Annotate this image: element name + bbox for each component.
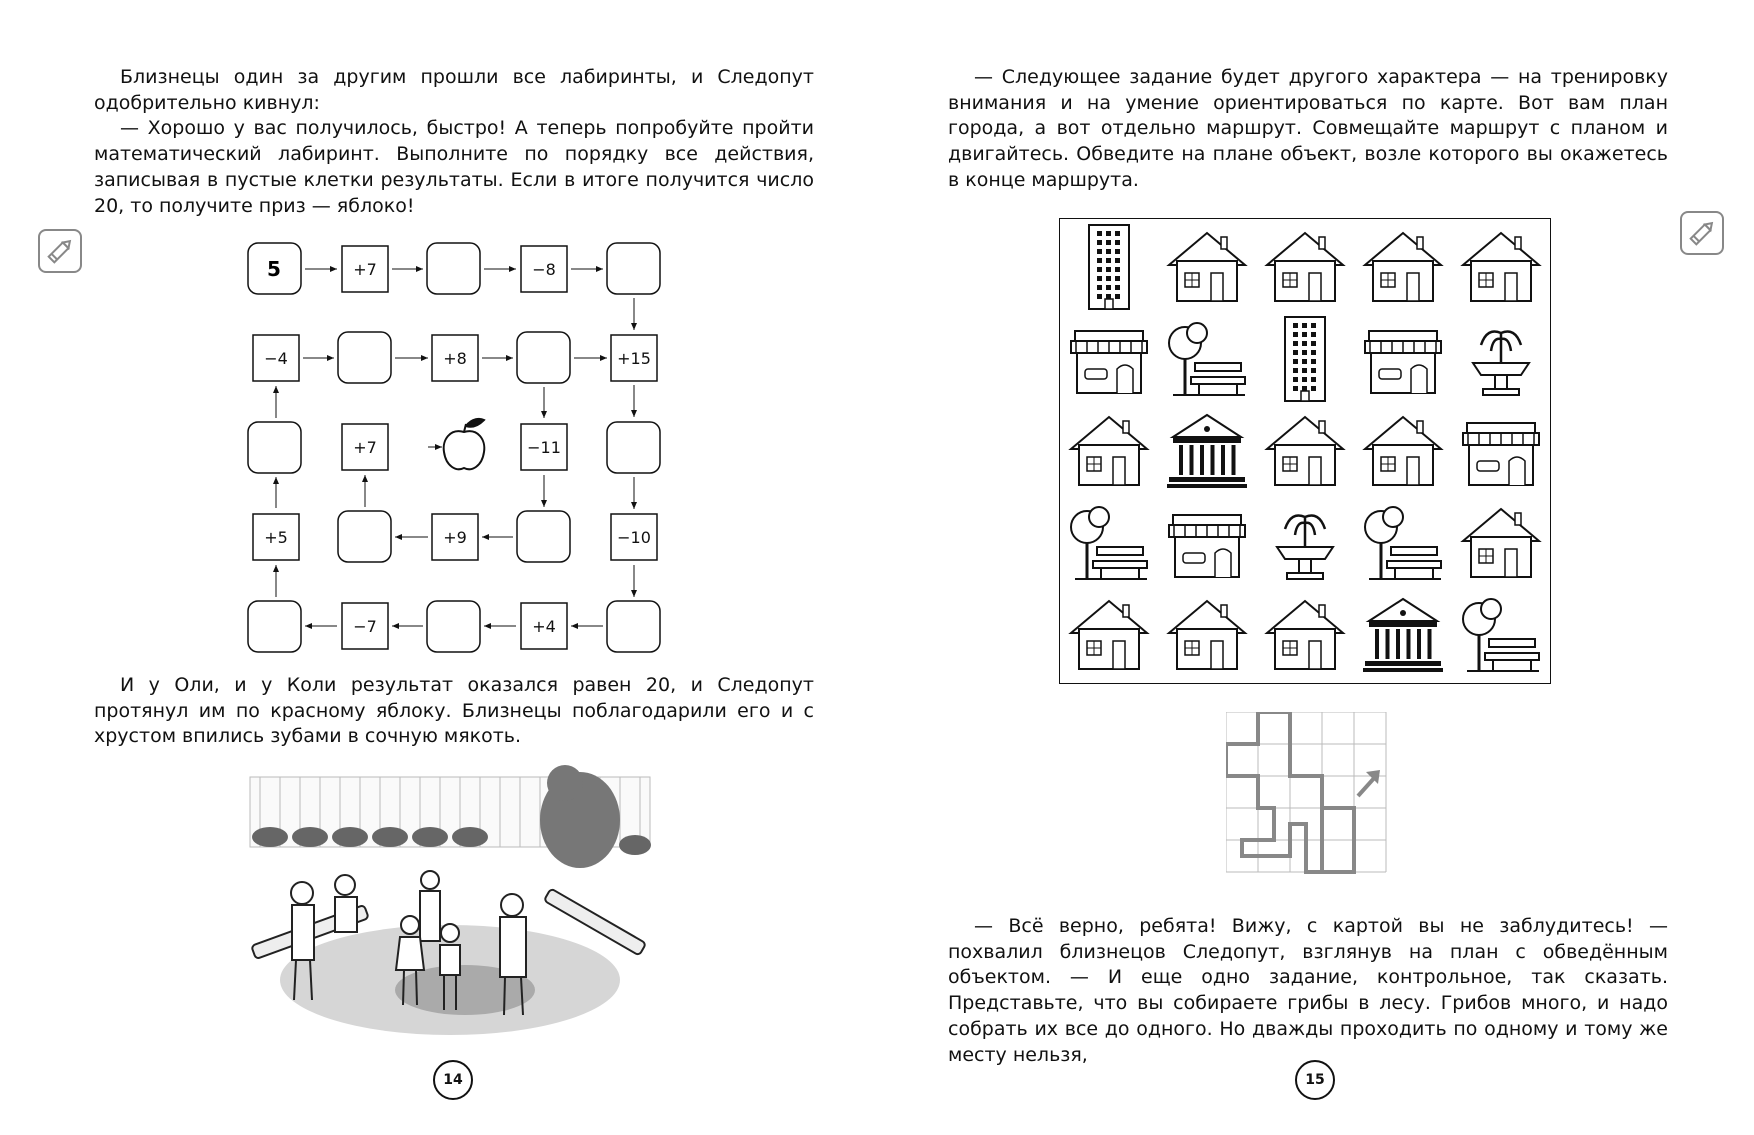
maze-answer-cell[interactable]	[338, 332, 391, 383]
maze-answer-cell[interactable]	[338, 511, 391, 562]
map-fountain-icon[interactable]	[1277, 516, 1333, 580]
map-shop-icon[interactable]	[1169, 515, 1245, 577]
map-house-icon[interactable]	[1071, 601, 1147, 669]
map-house-icon[interactable]	[1365, 417, 1441, 485]
map-bank-icon[interactable]	[1363, 599, 1443, 672]
map-fountain-icon[interactable]	[1473, 332, 1529, 396]
maze-op-label: +15	[617, 349, 651, 368]
maze-op-label: −10	[617, 528, 651, 547]
maze-answer-cell[interactable]	[517, 511, 570, 562]
map-park-icon[interactable]	[1463, 599, 1539, 671]
maze-op-label: +7	[353, 260, 377, 279]
right-paragraph-block-2	[948, 914, 1668, 1068]
left-paragraph-block-2	[94, 673, 814, 750]
maze-op-label: +8	[443, 349, 467, 368]
map-house-icon[interactable]	[1267, 233, 1343, 301]
pencil-icon	[1682, 213, 1722, 253]
map-house-icon[interactable]	[1365, 233, 1441, 301]
maze-answer-cell[interactable]	[607, 601, 660, 652]
maze-op-label: +4	[532, 617, 556, 636]
map-tower-icon[interactable]	[1089, 225, 1129, 309]
maze-op-label: +9	[443, 528, 467, 547]
map-park-icon[interactable]	[1169, 323, 1245, 395]
map-park-icon[interactable]	[1071, 507, 1147, 579]
map-shop-icon[interactable]	[1463, 423, 1539, 485]
maze-op-label: +7	[353, 438, 377, 457]
maze-op-label: −4	[264, 349, 288, 368]
map-house-icon[interactable]	[1071, 417, 1147, 485]
page-number-right: 15	[1295, 1060, 1335, 1100]
map-house-icon[interactable]	[1463, 233, 1539, 301]
maze-answer-cell[interactable]	[517, 332, 570, 383]
page-number-left: 14	[433, 1060, 473, 1100]
maze-op-label: −11	[527, 438, 561, 457]
map-house-icon[interactable]	[1169, 233, 1245, 301]
map-shop-icon[interactable]	[1071, 331, 1147, 393]
maze-op-label: −7	[353, 617, 377, 636]
city-map	[1059, 218, 1551, 684]
map-park-icon[interactable]	[1365, 507, 1441, 579]
left-paragraph-1: Близнецы один за другим прошли все лабиринты, и Следопут одобрительно кивнул:	[94, 66, 814, 114]
maze-start-value: 5	[267, 257, 281, 281]
right-paragraph-block-1	[948, 65, 1668, 194]
route-grid	[1226, 712, 1388, 874]
right-paragraph-2: — Всё верно, ребята! Вижу, с картой вы не заблудитесь! — похвалил близнецов Следопут, взглянув на план с обведённым объектом. — И еще одно задание, контрольное, так сказать. Представьте, что вы собираете грибы в лесу. Грибов много, и надо собрать их все до одного. Но дважды проходить по одному и тому же месту нельзя,	[948, 915, 1668, 1066]
left-paragraph-3: И у Оли, и у Коли результат оказался равен 20, и Следопут протянул им по красному яблоку. Близнецы поблагодарили его и с хрустом впились зубами в сочную мякоть.	[94, 674, 814, 748]
map-bank-icon[interactable]	[1167, 415, 1247, 488]
maze-op-label: +5	[264, 528, 288, 547]
maze-answer-cell[interactable]	[248, 601, 301, 652]
pencil-badge-right	[1680, 211, 1724, 255]
map-house-icon[interactable]	[1267, 417, 1343, 485]
map-tower-icon[interactable]	[1285, 317, 1325, 401]
maze-answer-cell[interactable]	[427, 243, 480, 294]
left-paragraph-2: — Хорошо у вас получилось, быстро! А теперь попробуйте пройти математический лабиринт. Выполните по порядку все действия, записывая в пустые клетки результаты. Если в итоге получится число 20, то получите приз — яблоко!	[94, 117, 814, 217]
map-house-icon[interactable]	[1267, 601, 1343, 669]
right-paragraph-1: — Следующее задание будет другого характера — на тренировку внимания и на умение ориентироваться по карте. Вот вам план города, а вот отдельно маршрут. Совмещайте маршрут с планом и двигайтесь. Обведите на плане объект, возле которого вы окажетесь в конце маршрута.	[948, 66, 1668, 191]
apple-icon	[444, 419, 485, 469]
map-house-icon[interactable]	[1463, 509, 1539, 577]
maze-answer-cell[interactable]	[248, 422, 301, 473]
map-shop-icon[interactable]	[1365, 331, 1441, 393]
maze-op-label: −8	[532, 260, 556, 279]
maze-answer-cell[interactable]	[607, 243, 660, 294]
maze-answer-cell[interactable]	[427, 601, 480, 652]
maze-arrows	[276, 269, 634, 626]
maze-answer-cell[interactable]	[607, 422, 660, 473]
park-scene-illustration	[240, 765, 660, 1035]
map-house-icon[interactable]	[1169, 601, 1245, 669]
